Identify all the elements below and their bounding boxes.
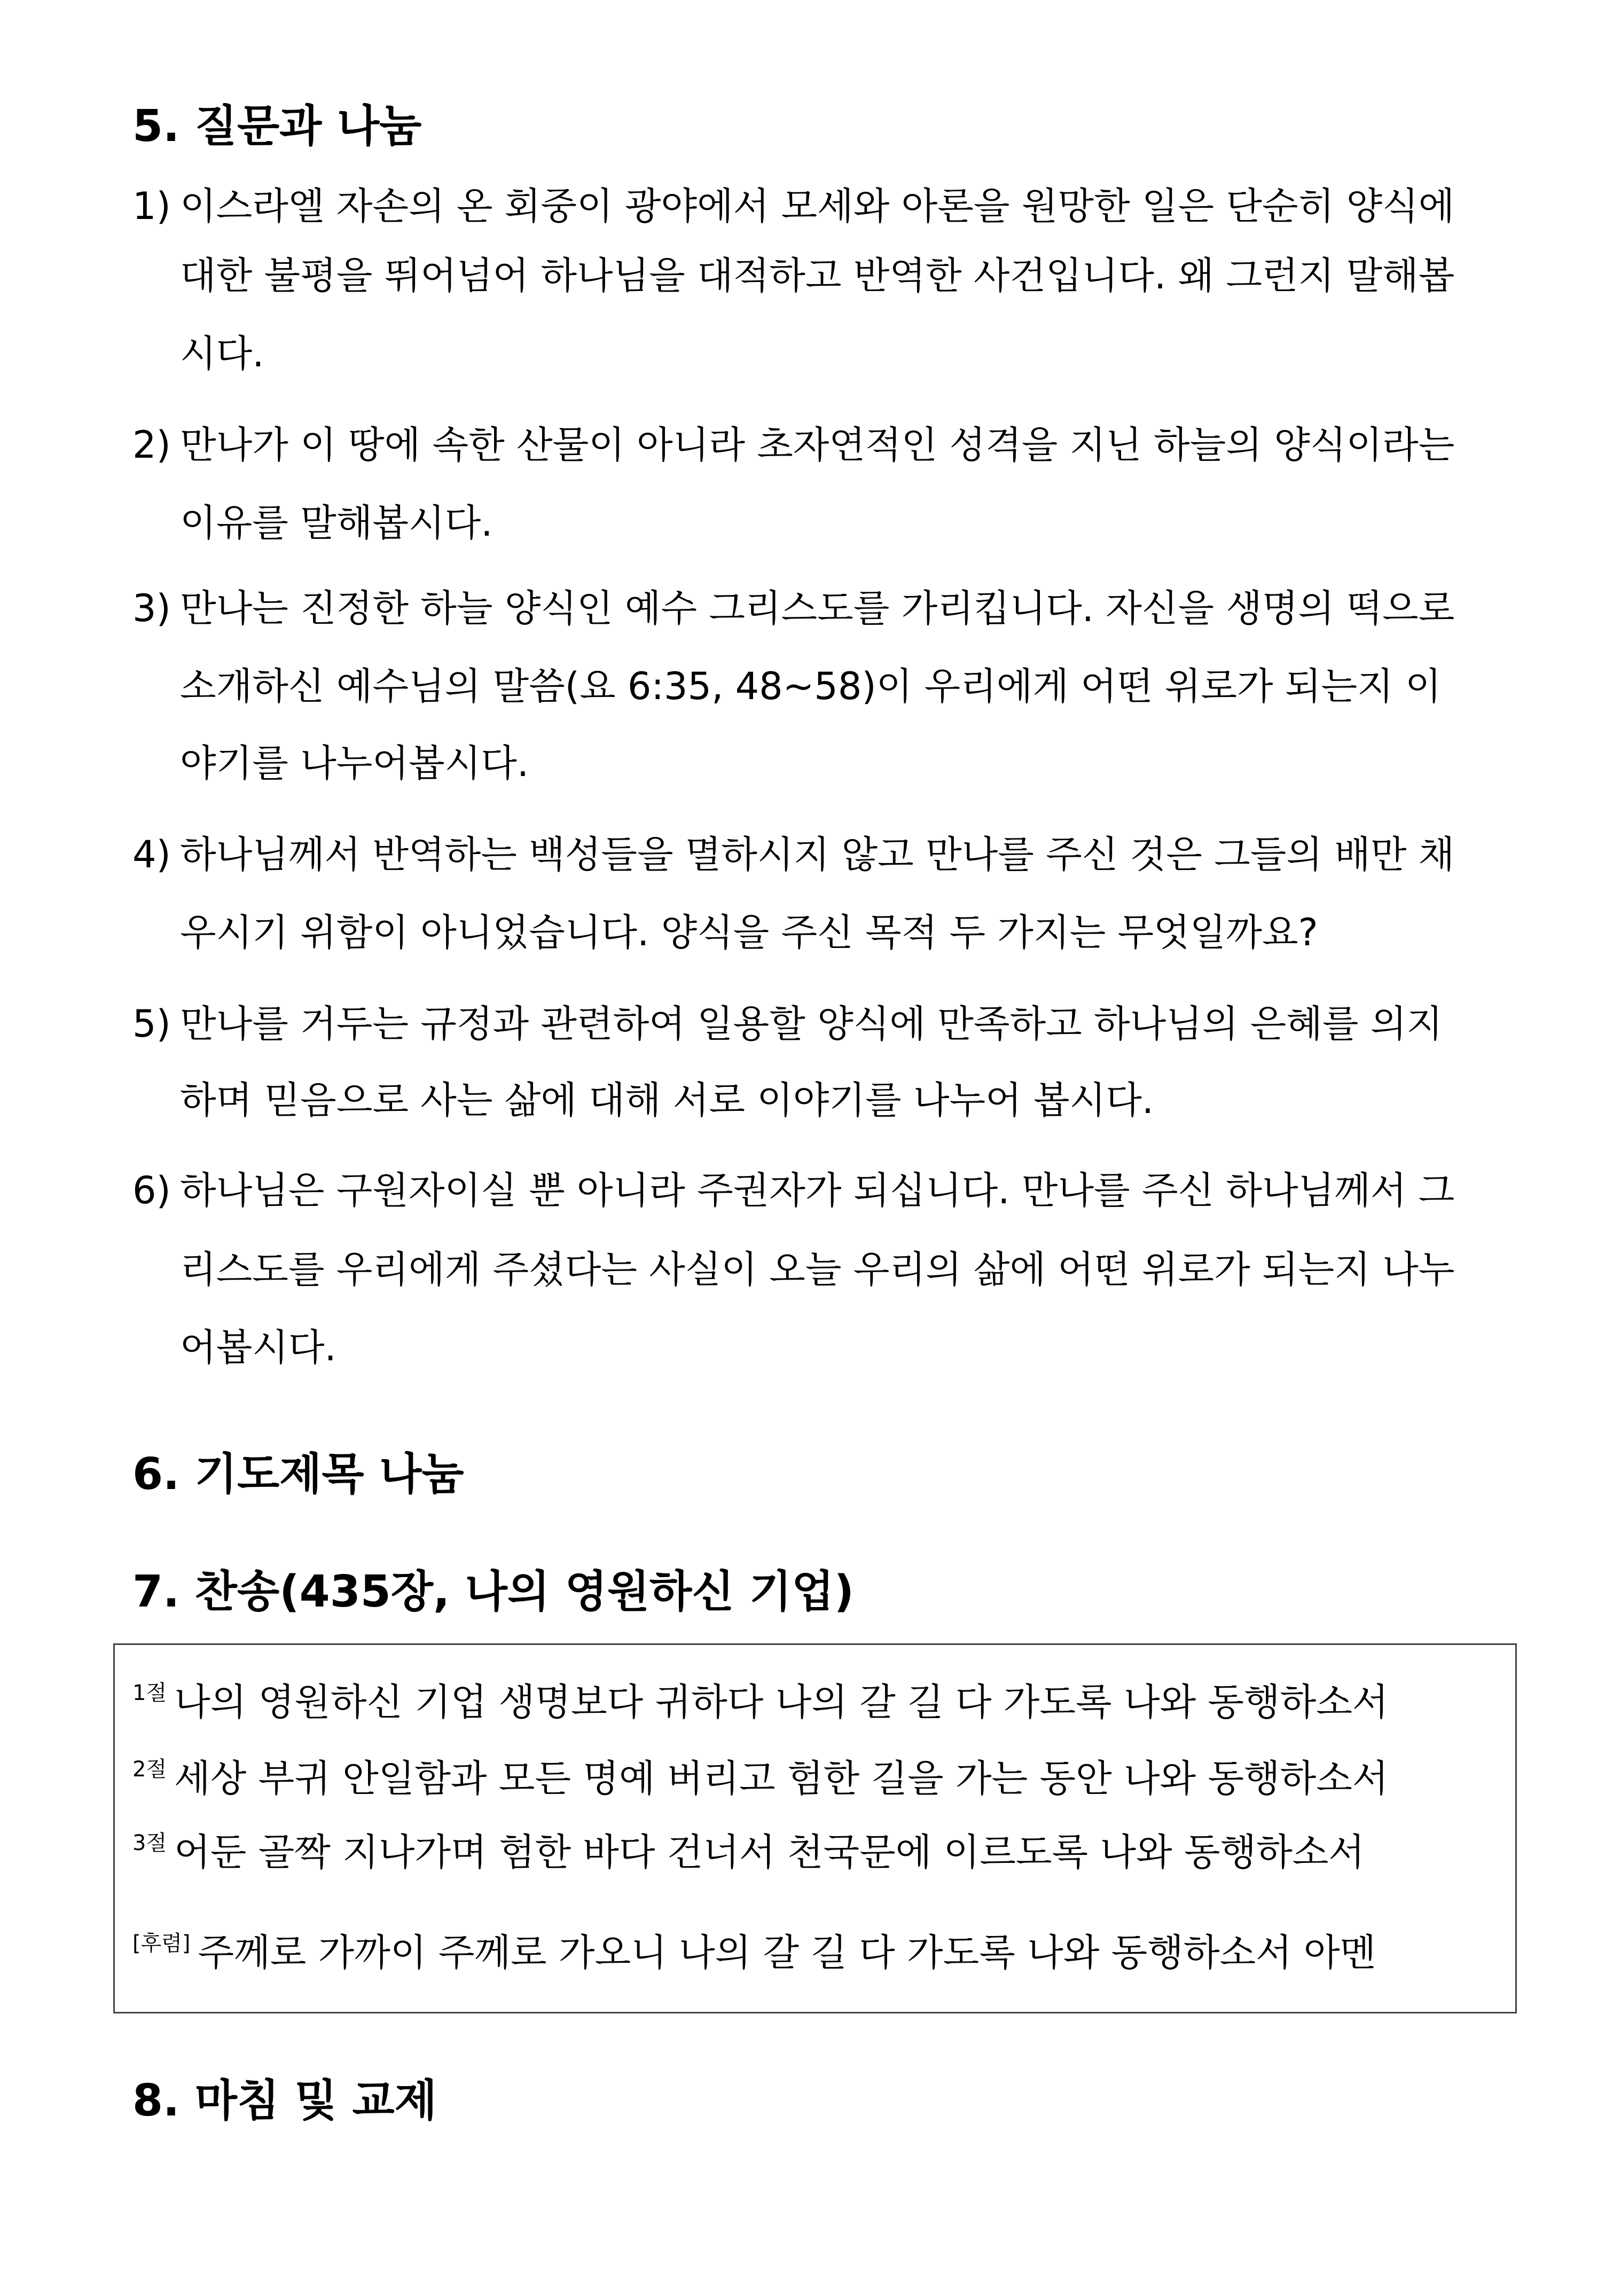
question-line: 우시기 위함이 아니었습니다. 양식을 주신 목적 두 가지는 무엇일까요? <box>180 911 1318 954</box>
section-heading-prayer: 6. 기도제목 나눔 <box>132 1449 464 1500</box>
question-line: 만나가 이 땅에 속한 산물이 아니라 초자연적인 성격을 지닌 하늘의 양식이라는 <box>180 423 1455 467</box>
question-number: 4) <box>132 833 171 876</box>
section-heading-closing: 8. 마침 및 교제 <box>132 2075 437 2126</box>
verse-label: 1절 <box>132 1681 167 1705</box>
question-line: 시다. <box>180 332 264 375</box>
question-line: 이유를 말해봅시다. <box>180 501 493 545</box>
question-line: 하며 믿음으로 사는 삶에 대해 서로 이야기를 나누어 봅시다. <box>180 1078 1154 1122</box>
question-number: 3) <box>132 586 171 630</box>
question-line: 만나를 거두는 규정과 관련하여 일용할 양식에 만족하고 하나님의 은혜를 의지 <box>180 1002 1443 1046</box>
question-line: 소개하신 예수님의 말씀(요 6:35, 48~58)이 우리에게 어떤 위로가 되는지 이 <box>180 664 1442 708</box>
question-line: 야기를 나누어봅시다. <box>180 741 529 785</box>
section-heading-hymn: 7. 찬송(435장, 나의 영원하신 기업) <box>132 1566 855 1617</box>
question-line: 만나는 진정한 하늘 양식인 예수 그리스도를 가리킵니다. 자신을 생명의 떡으로 <box>180 586 1455 630</box>
verse-text: 세상 부귀 안일함과 모든 명예 버리고 험한 길을 가는 동안 나와 동행하소서 <box>174 1757 1389 1800</box>
question-line: 대한 불평을 뛰어넘어 하나님을 대적하고 반역한 사건입니다. 왜 그런지 말해봅 <box>180 254 1455 297</box>
question-number: 1) <box>132 184 171 228</box>
hymn-chorus <box>132 1931 1376 1974</box>
question-line: 하나님은 구원자이실 뿐 아니라 주권자가 되십니다. 만나를 주신 하나님께서 그 <box>180 1169 1455 1212</box>
section-heading-questions: 5. 질문과 나눔 <box>132 101 422 152</box>
hymn-verse-1 <box>132 1680 1389 1724</box>
verse-label: 3절 <box>132 1831 167 1855</box>
verse-text: 나의 영원하신 기업 생명보다 귀하다 나의 갈 길 다 가도록 나와 동행하소서 <box>174 1680 1389 1724</box>
question-number: 6) <box>132 1169 171 1212</box>
question-number: 2) <box>132 423 171 467</box>
verse-text: 어둔 골짝 지나가며 험한 바다 건너서 천국문에 이르도록 나와 동행하소서 <box>174 1830 1365 1874</box>
question-line: 하나님께서 반역하는 백성들을 멸하시지 않고 만나를 주신 것은 그들의 배만 채 <box>180 833 1455 876</box>
question-number: 5) <box>132 1002 171 1046</box>
question-line: 이스라엘 자손의 온 회중이 광야에서 모세와 아론을 원망한 일은 단순히 양식에 <box>180 184 1455 228</box>
question-line: 어봅시다. <box>180 1326 336 1369</box>
verse-label: 2절 <box>132 1757 167 1782</box>
chorus-text: 주께로 가까이 주께로 가오니 나의 갈 길 다 가도록 나와 동행하소서 아멘 <box>198 1931 1376 1974</box>
hymn-verse-3 <box>132 1830 1365 1874</box>
hymn-verse-2 <box>132 1757 1389 1800</box>
question-line: 리스도를 우리에게 주셨다는 사실이 오늘 우리의 삶에 어떤 위로가 되는지 나누 <box>180 1248 1455 1291</box>
chorus-label: [후렴] <box>132 1931 191 1956</box>
